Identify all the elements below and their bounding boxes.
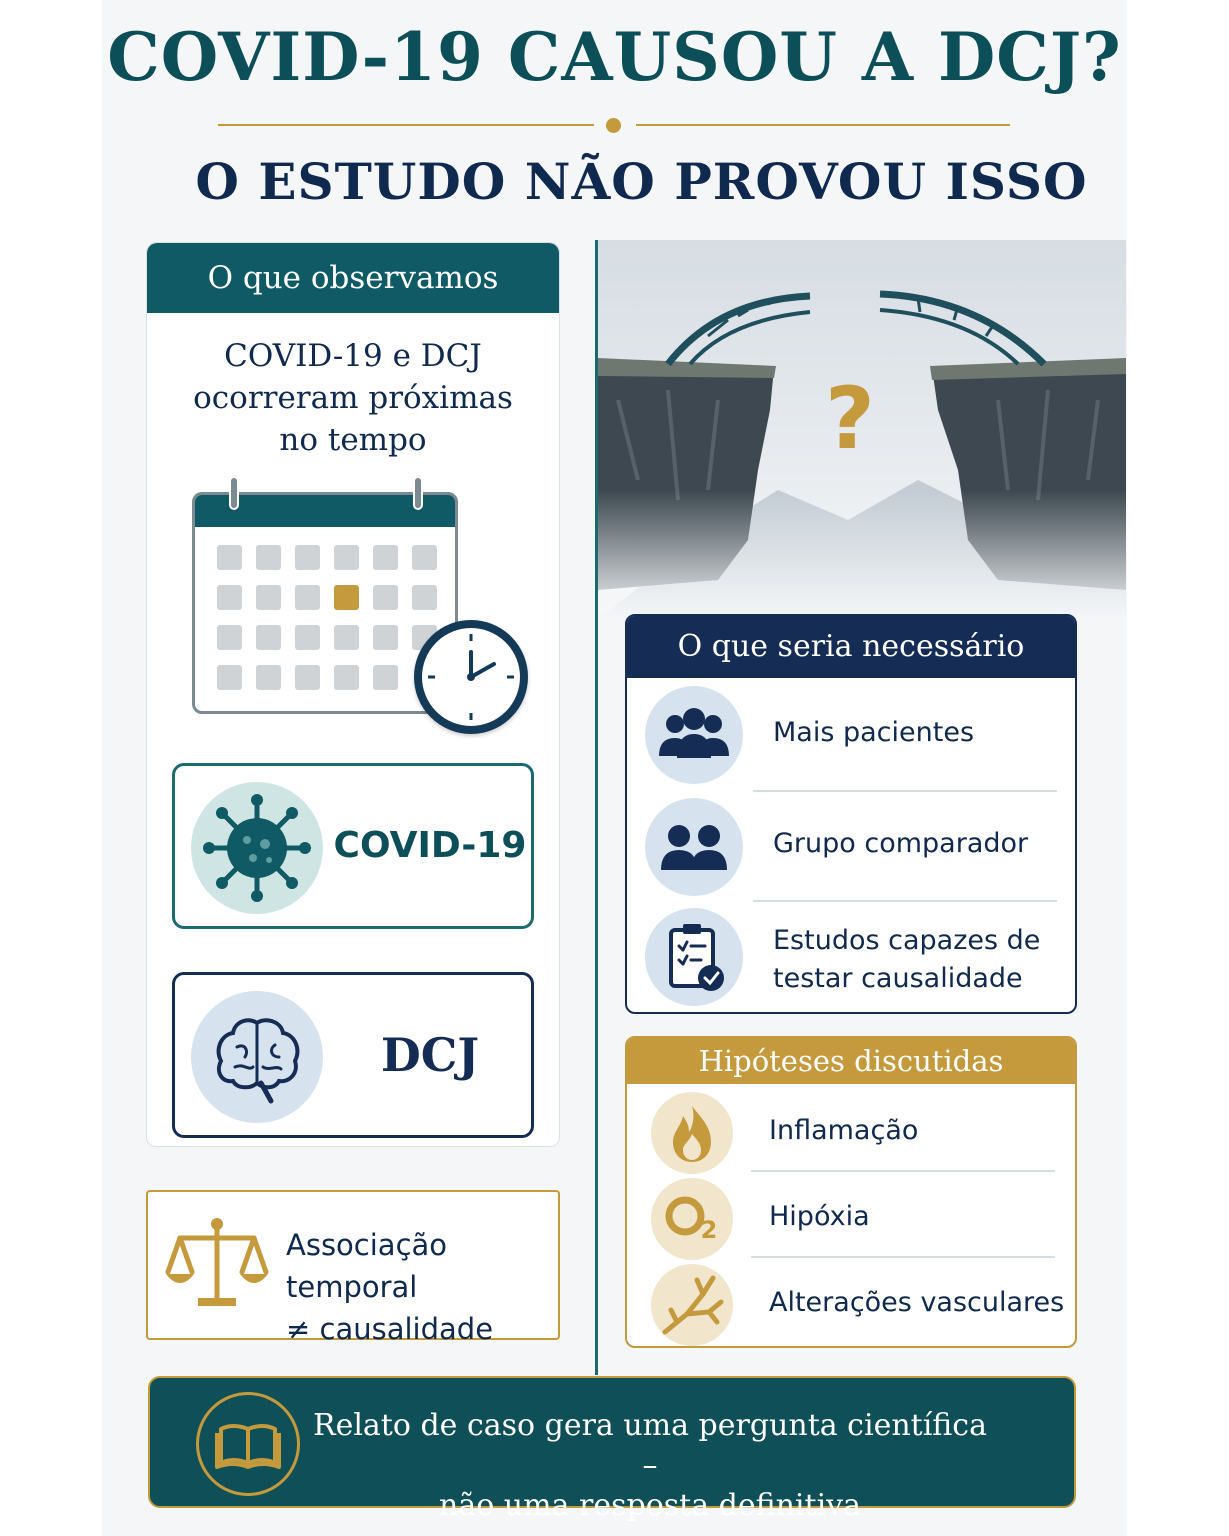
vessel-branch-icon (651, 1264, 733, 1346)
dcj-card (172, 972, 534, 1138)
needed-item-3-line-1: Estudos capazes de (773, 925, 1041, 956)
observed-line-1: COVID-19 e DCJ (224, 338, 482, 374)
needed-item-2: Grupo comparador (773, 828, 1029, 859)
needed-item-3 (773, 922, 1040, 998)
observed-line-3: no tempo (279, 422, 427, 458)
association-line-2: ≠ causalidade (286, 1312, 494, 1346)
needed-separator-1 (753, 790, 1057, 792)
scales-icon (162, 1214, 272, 1314)
page-subtitle: O ESTUDO NÃO PROVOU ISSO (195, 152, 1088, 211)
virus-icon (191, 782, 323, 914)
association-line-1: Associação temporal (286, 1228, 448, 1304)
page-title: COVID-19 CAUSOU A DCJ? (107, 18, 1122, 96)
needed-panel (625, 614, 1077, 1014)
needed-item-1: Mais pacientes (773, 717, 975, 748)
hypothesis-separator-2 (751, 1256, 1055, 1258)
observed-heading: O que observamos (147, 243, 559, 313)
clipboard-check-icon (645, 908, 743, 1006)
conclusion-banner (148, 1376, 1076, 1523)
brain-icon (191, 991, 323, 1123)
needed-heading: O que seria necessário (627, 616, 1075, 678)
title-divider-dot (606, 118, 621, 133)
dcj-label: DCJ (380, 1028, 480, 1082)
hypothesis-separator-1 (751, 1170, 1055, 1172)
covid-card (172, 763, 534, 929)
people-group-icon (645, 686, 743, 784)
calendar-ring-right (413, 476, 423, 510)
broken-bridge-illustration (598, 240, 1126, 620)
o2-icon (651, 1178, 733, 1260)
hypothesis-item-1: Inflamação (769, 1115, 919, 1146)
svg-text:?: ? (825, 369, 875, 469)
svg-text:2: 2 (700, 1216, 718, 1244)
clock-icon (414, 620, 528, 734)
calendar-ring-left (229, 476, 239, 510)
title-divider-right (636, 124, 1010, 126)
hypotheses-panel (625, 1036, 1077, 1348)
covid-label: COVID-19 (333, 825, 527, 866)
hypothesis-item-3: Alterações vasculares (769, 1287, 1065, 1318)
observed-line-2: ocorreram próximas (193, 380, 513, 416)
two-people-icon (645, 798, 743, 896)
hypothesis-item-2: Hipóxia (769, 1201, 870, 1232)
observed-description (147, 335, 559, 461)
open-book-icon (196, 1392, 300, 1496)
needed-separator-2 (753, 900, 1057, 902)
hypotheses-heading: Hipóteses discutidas (627, 1038, 1075, 1084)
conclusion-line-1: Relato de caso gera uma pergunta científica – (312, 1408, 987, 1483)
association-note (146, 1190, 560, 1346)
flame-icon (651, 1092, 733, 1174)
needed-item-3-line-2: testar causalidade (773, 963, 1023, 994)
conclusion-line-2: não uma resposta definitiva (439, 1488, 861, 1523)
title-divider-left (218, 124, 594, 126)
